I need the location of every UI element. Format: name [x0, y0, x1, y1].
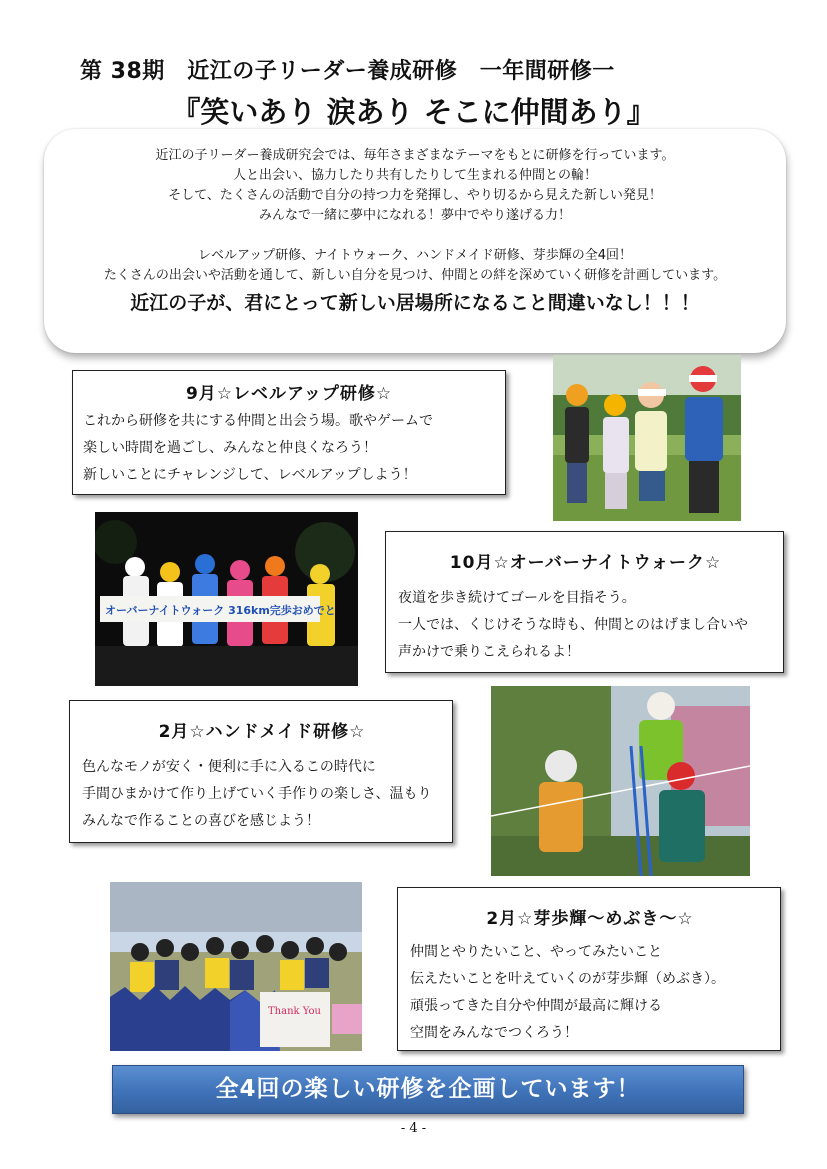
section-mebuki	[397, 887, 781, 1051]
photo-levelup	[553, 355, 741, 521]
intro-line: 近江の子リーダー養成研究会では、毎年さまざまなテーマをもとに研修を行っています。	[155, 148, 675, 163]
night-banner-text: オーバーナイトウォーク 316km完歩おめでと	[105, 604, 336, 617]
section-line: 伝えたいことを叶えていくのが芽歩輝（めぶき）。	[410, 971, 725, 987]
intro-box	[44, 129, 786, 353]
intro-line: 人と出会い、協力したり共有したりして生まれる仲間との輪！	[232, 168, 597, 183]
intro-emphasis: 近江の子が、君にとって新しい居場所になること間違いなし！！！	[130, 292, 700, 314]
intro-line: そして、たくさんの活動で自分の持つ力を発揮し、やり切るから見えた新しい発見！	[168, 188, 662, 203]
section-line: 一人では、くじけそうな時も、仲間とのはげまし合いや	[398, 617, 748, 633]
section-title: 9月☆レベルアップ研修☆	[185, 384, 393, 404]
intro-line: たくさんの出会いや活動を通して、新しい自分を見つけ、仲間との絆を深めていく研修を計画しています。	[103, 268, 727, 283]
section-title: 10月☆オーバーナイトウォーク☆	[449, 553, 722, 573]
section-title: 2月☆芽歩輝～めぶき～☆	[486, 909, 694, 929]
section-line: 空間をみんなでつくろう！	[410, 1025, 578, 1041]
page-title: 第 38期 近江の子リーダー養成研修 一年間研修一	[80, 59, 615, 84]
section-levelup	[72, 370, 506, 495]
footer-banner: 全4回の楽しい研修を企画しています！	[112, 1065, 744, 1114]
section-line: 仲間とやりたいこと、やってみたいこと	[410, 944, 662, 960]
section-line: 手間ひまかけて作り上げていく手作りの楽しさ、温もり	[82, 786, 432, 802]
page-number: - 4 -	[400, 1121, 427, 1136]
section-line: みんなで作ることの喜びを感じよう！	[82, 813, 320, 829]
intro-line: みんなで一緒に夢中になれる！夢中でやり遂げる力！	[258, 208, 571, 223]
section-line: これから研修を共にする仲間と出会う場。歌やゲームで	[83, 413, 433, 429]
section-line: 夜道を歩き続けてゴールを目指そう。	[398, 590, 636, 606]
section-line: 頑張ってきた自分や仲間が最高に輝ける	[410, 998, 662, 1014]
photo-mebuki	[110, 882, 362, 1051]
section-line: 楽しい時間を過ごし、みんなと仲良くなろう！	[83, 440, 377, 456]
section-line: 声かけで乗りこえられるよ！	[398, 644, 580, 660]
section-night-walk	[385, 531, 784, 673]
thank-you-text: Thank You	[268, 1006, 321, 1017]
section-line: 色んなモノが安く・便利に手に入るこの時代に	[82, 759, 376, 775]
intro-line: レベルアップ研修、ナイトウォーク、ハンドメイド研修、芽歩輝の全4回！	[197, 248, 633, 263]
section-title: 2月☆ハンドメイド研修☆	[158, 722, 366, 742]
slogan: 『笑いあり 涙あり そこに仲間あり』	[171, 95, 656, 129]
section-handmade	[69, 700, 453, 843]
photo-handmade	[491, 686, 750, 876]
section-line: 新しいことにチャレンジして、レベルアップしよう！	[83, 467, 417, 483]
photo-night-walk	[95, 512, 358, 686]
